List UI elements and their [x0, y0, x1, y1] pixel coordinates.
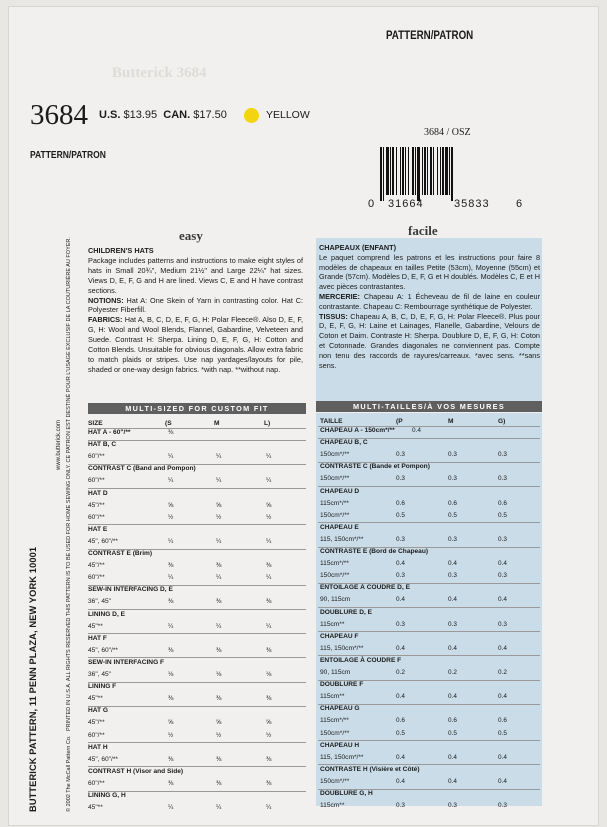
- english-row-divider: [88, 585, 306, 586]
- english-cell-m: ⅛: [216, 671, 222, 678]
- english-cell-s: ½: [168, 731, 174, 739]
- english-row-divider: [88, 549, 306, 550]
- english-cell-m: ¼: [216, 453, 222, 461]
- english-cell-l: ¼: [266, 477, 272, 485]
- french-row-label: CHAPEAU B, C: [320, 439, 368, 447]
- french-cell-l: 0.4: [498, 693, 507, 701]
- french-row-label: DOUBLURE G, H: [320, 790, 373, 797]
- english-row-divider: [88, 428, 306, 429]
- french-cell-l: 0.4: [498, 753, 507, 761]
- french-cell-s: 0.5: [396, 729, 405, 737]
- english-row-divider: [88, 488, 306, 489]
- english-cell-s: ¼: [168, 574, 174, 582]
- address-text: BUTTERICK PATTERN, 11 PENN PLAZA, NEW YORK 10001: [28, 546, 38, 812]
- french-cell-m: 0.4: [448, 753, 457, 761]
- english-row-divider: [88, 464, 306, 465]
- french-row-label: CHAPEAU D: [320, 487, 360, 495]
- english-row-label: 60"/**: [88, 731, 105, 739]
- french-cell-s: 0.3: [396, 451, 405, 459]
- english-row-label: LINING F: [88, 683, 117, 691]
- french-cell-s: 0.2: [396, 669, 405, 676]
- english-row-label: HAT B, C: [88, 441, 117, 449]
- french-cell-m: 0.4: [448, 777, 457, 785]
- english-cell-m: ⅜: [216, 695, 222, 703]
- english-row-label: LINING D, E: [88, 610, 125, 618]
- english-cell-l: ½: [266, 513, 272, 521]
- english-row-divider: [88, 791, 306, 792]
- english-yardage-table: [88, 416, 306, 812]
- english-fabrics: FABRICS: Hat A, B, C, D, E, F, G, H: Polar Fleece®. Also D, E, F, G, H: Wool and Wool Blends, Flannel, Gabardine, Velveteen and Suede. Contrast H: Sherpa. Lining D, E, F, G, H: Cotton and Cotton Blends. Unsuitable for obvious diagonals. Allow extra fabric to match plaids or stripes. Use nap yardages/layouts for pile, shaded or one-way design fabrics. *with nap. **without nap.: [88, 315, 303, 374]
- english-cell-s: ¼: [168, 804, 174, 812]
- english-cell-s: ⅜: [168, 695, 174, 703]
- french-row-label: 90, 115cm: [320, 596, 351, 604]
- english-row-label: 45"**: [88, 804, 103, 812]
- english-cell-s: ⅝: [168, 719, 174, 727]
- french-row-divider: [318, 740, 540, 741]
- english-cell-s: ⅜: [168, 779, 174, 787]
- english-cell-m: ⅜: [216, 779, 222, 787]
- us-label: U.S.: [99, 109, 121, 121]
- english-cell-m: ⅜: [216, 755, 222, 763]
- french-cell-s: 0.4: [396, 777, 405, 785]
- english-cell-m: ⅝: [216, 719, 222, 727]
- english-row-divider: [88, 766, 306, 767]
- french-row-label: 115, 150cm*/**: [320, 644, 364, 652]
- english-row-divider: [88, 742, 306, 743]
- price-line: [99, 109, 227, 121]
- french-cell-m: 0.6: [448, 717, 457, 725]
- french-cell-s: 0.3: [396, 572, 405, 580]
- english-row-label: 60"/**: [88, 453, 105, 461]
- english-level: easy: [179, 228, 203, 243]
- french-cell-l: 0.6: [498, 499, 507, 507]
- french-row-label: DOUBLURE F: [320, 681, 364, 689]
- french-cell-s: 0.4: [396, 693, 405, 701]
- french-row-label: CONTRASTE E (Bord de Chapeau): [320, 548, 429, 555]
- english-cell-s: ¼: [168, 453, 174, 461]
- english-notions: NOTIONS: Hat A: One Skein of Yarn in contrasting color. Hat C: Polyester Fiberfill.: [88, 295, 303, 315]
- french-cell-l: 0.4: [498, 560, 507, 568]
- english-cell-m: ¼: [216, 622, 222, 630]
- english-row-label: SEW-IN INTERFACING D, E: [88, 586, 173, 594]
- french-cell-s: 0.4: [396, 560, 405, 568]
- french-cell-l: 0.3: [498, 802, 507, 810]
- english-row-label: HAT D: [88, 489, 108, 497]
- english-row-divider: [88, 657, 306, 658]
- french-yardage-table: [318, 414, 540, 810]
- english-cell-s: ⅛: [168, 671, 174, 678]
- french-row-label: 150cm*/**: [320, 572, 350, 580]
- english-cell-s: ¼: [168, 537, 174, 545]
- english-cell-m: ½: [216, 513, 222, 521]
- english-cell-l: ¼: [266, 804, 272, 812]
- english-row-label: 45"**: [88, 622, 103, 630]
- french-level: facile: [408, 223, 438, 238]
- french-row-label: 115cm**: [320, 693, 345, 701]
- english-row-label: 45", 60"/**: [88, 646, 118, 654]
- french-row-divider: [318, 522, 540, 523]
- color-name: YELLOW: [266, 109, 310, 121]
- english-cell-s: ¼: [168, 622, 174, 630]
- french-cell-m: 0.4: [448, 596, 457, 604]
- french-row-label: CHAPEAU F: [320, 632, 359, 640]
- english-cell-m: ⅝: [216, 501, 222, 509]
- can-label: CAN.: [163, 109, 191, 121]
- barcode-suffix: 6: [516, 198, 523, 210]
- rights-vertical: [66, 237, 72, 812]
- english-row-divider: [88, 524, 306, 525]
- english-row-label: CONTRAST H (Visor and Side): [88, 767, 184, 775]
- french-row-divider: [318, 764, 540, 765]
- french-row-label: 150cm*/**: [320, 729, 350, 737]
- top-right-pattern-label: PATTERN/PATRON: [386, 30, 474, 42]
- french-row-divider: [318, 583, 540, 584]
- french-cell-m: 0.3: [448, 802, 457, 810]
- french-row-label: CHAPEAU H: [320, 741, 360, 749]
- french-row-divider: [318, 680, 540, 681]
- english-row-label: 60"/**: [88, 574, 105, 582]
- french-col-size: TAILLE: [320, 418, 343, 425]
- english-col-s: (S: [165, 420, 172, 427]
- french-cell-s: 0.3: [396, 535, 405, 543]
- english-cell-m: ⅜: [216, 598, 222, 606]
- english-row-label: 60"/**: [88, 779, 105, 787]
- english-row-label: 45"**: [88, 695, 103, 703]
- french-cell-m: 0.3: [448, 620, 457, 628]
- french-row-label: 115cm**: [320, 620, 345, 628]
- english-row-label: 60"/**: [88, 513, 105, 521]
- english-cell-s: ⅝: [168, 501, 174, 509]
- english-cell-l: ⅜: [266, 598, 272, 606]
- english-cell-m: ⅜: [216, 646, 222, 654]
- rights-text: PRINTED IN U.S.A. ALL RIGHTS RESERVED THIS PATTERN IS TO BE USED FOR HOME SEWING ONLY. CE PATRON EST DESTINÉ POUR L'USAGE EXCLUSIF DE LA COUTURIÈRE AU FOYER.: [66, 237, 72, 731]
- english-cell-l: ⅜: [266, 695, 272, 703]
- french-row-label: CHAPEAU A - 150cm*/**: [320, 427, 395, 434]
- english-row-label: HAT A - 60"/**: [88, 429, 131, 436]
- english-row-label: 45"/**: [88, 562, 105, 570]
- english-cell-m: ¼: [216, 574, 222, 582]
- english-row-label: 45"/**: [88, 501, 105, 509]
- french-row-divider: [318, 486, 540, 487]
- french-cell-l: 0.3: [498, 620, 507, 628]
- english-row-label: 45", 60"/**: [88, 537, 118, 545]
- french-row-divider: [318, 789, 540, 790]
- french-description: Le paquet comprend les patrons et les instructions pour faire 8 modèles de chapeaux en tailles Petite (53cm), Moyenne (55cm) et Grande (57cm). Modèles D, E, F, G et H doublés. Modèles C, E et H avec pièces contrastantes.: [319, 252, 540, 292]
- english-cell-l: ⅜: [266, 755, 272, 763]
- french-cell-s: 0.3: [396, 620, 405, 628]
- french-cell-l: 0.4: [498, 596, 507, 604]
- english-row-divider: [88, 682, 306, 683]
- french-row-label: 115cm*/**: [320, 499, 349, 507]
- french-cell-s: 0.4: [396, 644, 405, 652]
- english-title: CHILDREN'S HATS: [88, 246, 154, 255]
- copyright-text: © 2002 The McCall Pattern Co.: [66, 735, 72, 812]
- english-row-label: SEW-IN INTERFACING F: [88, 658, 165, 666]
- english-cell-l: ¼: [266, 537, 272, 545]
- french-row-label: 115cm*/**: [320, 717, 349, 725]
- french-cell-s: 0.3: [396, 802, 405, 810]
- french-row-label: 150cm*/**: [320, 451, 350, 459]
- barcode-right: 35833: [454, 198, 490, 210]
- french-cell-m: 0.5: [448, 511, 457, 519]
- english-cell-m: ⅜: [216, 562, 222, 570]
- french-cell-l: 0.4: [498, 644, 507, 652]
- french-cell-l: 0.3: [498, 572, 507, 580]
- english-cell-s: ⅜: [168, 598, 174, 606]
- english-cell-s: ¼: [168, 477, 174, 485]
- english-row-divider: [88, 706, 306, 707]
- color-dot-icon: [244, 108, 259, 123]
- english-cell-s: ⅜: [168, 755, 174, 763]
- english-cell-m: ¼: [216, 804, 222, 812]
- english-cell-s: ⅜: [168, 646, 174, 654]
- english-cell-l: ⅝: [266, 719, 272, 727]
- english-row-divider: [88, 440, 306, 441]
- french-cell-s: 0.5: [396, 511, 405, 519]
- can-price: $17.50: [193, 109, 227, 121]
- barcode-prefix: 0: [368, 198, 375, 210]
- french-row-label: 115cm**: [320, 802, 345, 810]
- french-cell-m: 0.3: [448, 535, 457, 543]
- french-row-label: CONTRASTE C (Bande et Pompon): [320, 463, 430, 471]
- english-cell-l: ¼: [266, 622, 272, 630]
- pattern-number: 3684: [30, 99, 88, 131]
- english-row-label: 36", 45": [88, 671, 112, 678]
- english-row-label: CONTRAST E (Brim): [88, 550, 153, 557]
- english-row-label: HAT F: [88, 634, 107, 642]
- french-cell-l: 0.2: [498, 669, 507, 676]
- french-cell-l: 0.5: [498, 729, 507, 737]
- french-row-label: ENTOILAGE À COUDRE D, E: [320, 584, 411, 592]
- french-row-label: 150cm*/**: [320, 475, 350, 483]
- english-cell-l: ⅛: [266, 671, 272, 678]
- english-row-label: CONTRAST C (Band and Pompon): [88, 465, 196, 473]
- english-row-divider: [88, 609, 306, 610]
- french-row-label: CONTRASTE H (Visière et Côté): [320, 765, 420, 773]
- english-cell-s: ⅜: [168, 562, 174, 570]
- english-cell-l: ⅝: [266, 501, 272, 509]
- french-cell-m: 0.2: [448, 669, 457, 676]
- french-row-divider: [318, 426, 540, 427]
- french-mercerie: MERCERIE: Chapeau A: 1 Écheveau de fil de laine en couleur contrastante. Chapeau C: Rembourrage synthétique de Polyester.: [319, 291, 541, 311]
- french-row-label: CHAPEAU E: [320, 523, 359, 531]
- english-row-divider: [88, 633, 306, 634]
- english-row-label: 45", 60"/**: [88, 755, 118, 763]
- french-cell-l: 0.3: [498, 535, 507, 543]
- english-row-label: 36", 45": [88, 598, 112, 606]
- french-cell-m: 0.4: [448, 560, 457, 568]
- french-cell-m: 0.5: [448, 729, 457, 737]
- french-cell-l: 0.5: [498, 511, 507, 519]
- english-cell-l: ⅜: [266, 562, 272, 570]
- french-cell-m: 0.4: [448, 644, 457, 652]
- french-tissus: TISSUS: Chapeau A, B, C, D, E, F, G, H: Polar Fleece®. Plus pour D, E, F, G, H: Laine et Lainages, Flanelle, Gabardine, Velours de Coton et Daim. Contraste H: Sherpa. Doublure D, E, F, G, H: Coton et Cotonnade. Grandes diagonales ne conviennent pas. Compte non tenu des raccords de rayures/carreaux. *avec sens. **sans sens.: [319, 311, 540, 370]
- french-row-divider: [318, 631, 540, 632]
- french-row-label: ENTOILAGE À COUDRE F: [320, 656, 402, 664]
- french-cell-m: 0.3: [448, 475, 457, 483]
- french-row-label: 115, 150cm*/**: [320, 753, 364, 761]
- french-row-label: 150cm*/**: [320, 777, 350, 785]
- french-size-band: MULTI-TAILLES/À VOS MESURES: [316, 401, 542, 412]
- french-cell-l: 0.6: [498, 717, 507, 725]
- website-vertical: www.butterick.com: [56, 419, 62, 470]
- french-cell-m: 0.4: [448, 693, 457, 701]
- french-row-divider: [318, 438, 540, 439]
- english-cell-l: ¼: [266, 574, 272, 582]
- barcode-left: 31664: [388, 198, 424, 210]
- french-cell-s: 0.6: [396, 499, 405, 507]
- english-row-label: HAT H: [88, 743, 108, 751]
- english-cell-s: ½: [168, 513, 174, 521]
- french-cell-s: 0.4: [396, 596, 405, 604]
- pattern-patron-label: PATTERN/PATRON: [30, 150, 106, 161]
- french-row-divider: [318, 462, 540, 463]
- english-cell-m: ½: [216, 731, 222, 739]
- french-row-divider: [318, 655, 540, 656]
- french-row-label: DOUBLURE D, E: [320, 608, 373, 616]
- address-vertical: [28, 547, 38, 812]
- french-row-divider: [318, 607, 540, 608]
- english-row-label: HAT G: [88, 707, 109, 715]
- english-col-size: SIZE: [88, 420, 103, 427]
- french-cell-m: 0.3: [448, 572, 457, 580]
- sku: 3684 / OSZ: [424, 127, 471, 138]
- french-col-m: M: [448, 418, 454, 425]
- english-row-label: HAT E: [88, 525, 108, 533]
- barcode-icon: [380, 147, 526, 195]
- french-row-divider: [318, 704, 540, 705]
- french-cell-s: 0.3: [396, 475, 405, 483]
- french-row-label: 115, 150cm*/**: [320, 535, 364, 543]
- french-cell-s: 0.4: [396, 753, 405, 761]
- english-cell-m: ¼: [216, 477, 222, 485]
- english-row-label: LINING G, H: [88, 792, 126, 799]
- english-size-band: MULTI-SIZED FOR CUSTOM FIT: [88, 403, 306, 414]
- english-cell-l: ¼: [266, 453, 272, 461]
- french-row-label: 90, 115cm: [320, 669, 351, 676]
- english-cell-l: ⅜: [266, 646, 272, 654]
- us-price: $13.95: [123, 109, 158, 121]
- english-cell-l: ⅜: [266, 779, 272, 787]
- english-description: Package includes patterns and instructions to make eight styles of hats in Small 20¾", Medium 21½" and Large 22¼" hat sizes. Views D, E, F, G and H are lined. Views C, E and H have contrast sections.: [88, 255, 303, 295]
- french-row-label: CHAPEAU G: [320, 705, 360, 713]
- french-col-s: (P: [396, 418, 403, 425]
- french-col-g: G): [498, 418, 506, 425]
- english-description-block: [88, 246, 303, 375]
- english-cell-l: ½: [266, 731, 272, 739]
- french-cell-s: 0.4: [412, 427, 421, 434]
- english-row-label: 60"/**: [88, 477, 105, 485]
- french-row-label: 115cm*/**: [320, 560, 349, 568]
- english-col-m: M: [214, 420, 220, 427]
- french-cell-l: 0.4: [498, 777, 507, 785]
- french-cell-m: 0.6: [448, 499, 457, 507]
- english-row-label: 45"/**: [88, 719, 105, 727]
- french-description-block: [319, 243, 540, 370]
- english-cell-m: ¼: [216, 537, 222, 545]
- english-cell-s: ⅜: [168, 429, 174, 436]
- french-title: CHAPEAUX (ENFANT): [319, 243, 397, 252]
- french-cell-l: 0.3: [498, 451, 507, 459]
- french-cell-l: 0.3: [498, 475, 507, 483]
- french-row-divider: [318, 547, 540, 548]
- french-cell-m: 0.3: [448, 451, 457, 459]
- french-row-label: 150cm*/**: [320, 511, 350, 519]
- faint-brand-mark: Butterick 3684: [112, 65, 207, 81]
- french-cell-s: 0.6: [396, 717, 405, 725]
- english-col-l: L): [264, 420, 271, 427]
